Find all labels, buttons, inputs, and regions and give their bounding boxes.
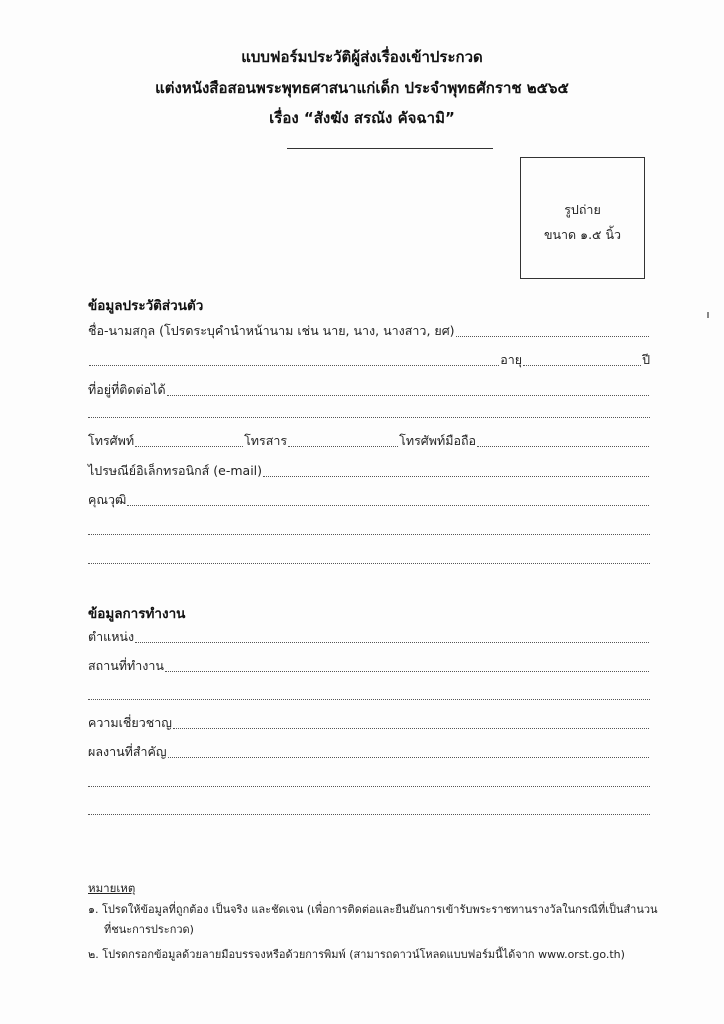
age-field[interactable] (523, 365, 641, 366)
address-field-continued[interactable] (88, 417, 650, 418)
name-label: ชื่อ-นามสกุล (โปรดระบุคำนำหน้านาม เช่น นาย, นาง, นางสาว, ยศ) (88, 323, 455, 338)
position-row (88, 628, 650, 646)
name-row (88, 322, 650, 340)
qualification-field-line-2[interactable] (88, 534, 650, 535)
phone-field[interactable] (135, 446, 243, 447)
note-1-line-2: ที่ชนะการประกวด) (104, 923, 194, 936)
fax-field[interactable] (288, 446, 398, 447)
works-field-line-3[interactable] (88, 814, 650, 815)
phone-label: โทรศัพท์ (88, 433, 135, 448)
notes-heading: หมายเหตุ (88, 881, 136, 895)
form-title-line-1: แบบฟอร์มประวัติผู้ส่งเรื่องเข้าประกวด (241, 48, 483, 66)
title-underline (287, 148, 493, 149)
mobile-field[interactable] (477, 446, 649, 447)
name-field[interactable] (456, 336, 649, 337)
email-label: ไปรษณีย์อิเล็กทรอนิกส์ (e-mail) (88, 463, 263, 478)
workplace-field[interactable] (165, 671, 649, 672)
qualification-label: คุณวุฒิ (88, 492, 127, 507)
photo-size-label: ขนาด ๑.๕ นิ้ว (543, 227, 622, 242)
margin-mark (707, 312, 709, 318)
address-label: ที่อยู่ที่ติดต่อได้ (88, 382, 166, 397)
age-label: อายุ (500, 352, 523, 367)
name-age-row (88, 351, 650, 369)
note-1-line-1: ๑. โปรดให้ข้อมูลที่ถูกต้อง เป็นจริง และชัดเจน (เพื่อการติดต่อและยืนยันการเข้ารับพระราชทานรางวัลในกรณีที่เป็นสำนวน (88, 903, 658, 916)
expertise-field[interactable] (173, 728, 649, 729)
name-field-continued[interactable] (89, 365, 499, 366)
position-label: ตำแหน่ง (88, 629, 135, 644)
email-row (88, 462, 650, 480)
address-row (88, 381, 650, 399)
workplace-row (88, 657, 650, 675)
personal-info-heading: ข้อมูลประวัติส่วนตัว (88, 298, 204, 314)
photo-label: รูปถ่าย (564, 202, 601, 217)
fax-label: โทรสาร (244, 433, 288, 448)
expertise-row (88, 714, 650, 732)
qualification-row (88, 491, 650, 509)
photo-box (520, 157, 645, 279)
position-field[interactable] (135, 642, 649, 643)
works-field-line-2[interactable] (88, 786, 650, 787)
mobile-label: โทรศัพท์มือถือ (399, 433, 477, 448)
form-title-line-2: แต่งหนังสือสอนพระพุทธศาสนาแก่เด็ก ประจำพุทธศักราช ๒๕๖๕ (155, 79, 569, 97)
expertise-label: ความเชี่ยวชาญ (88, 715, 172, 730)
phone-row (88, 432, 650, 450)
works-label: ผลงานที่สำคัญ (88, 744, 167, 759)
address-field[interactable] (167, 395, 649, 396)
age-unit: ปี (642, 352, 650, 367)
workplace-label: สถานที่ทำงาน (88, 658, 164, 673)
form-title-line-3: เรื่อง “สังฆัง สรณัง คัจฉามิ” (269, 109, 455, 127)
note-2: ๒. โปรดกรอกข้อมูลด้วยลายมือบรรจงหรือด้วยการพิมพ์ (สามารถดาวน์โหลดแบบฟอร์มนี้ได้จาก www.orst.go.th) (88, 948, 625, 961)
workplace-field-continued[interactable] (88, 699, 650, 700)
email-field[interactable] (263, 476, 649, 477)
qualification-field-line-3[interactable] (88, 563, 650, 564)
qualification-field[interactable] (127, 505, 649, 506)
works-row (88, 743, 650, 761)
works-field[interactable] (168, 757, 649, 758)
work-info-heading: ข้อมูลการทำงาน (88, 606, 186, 622)
